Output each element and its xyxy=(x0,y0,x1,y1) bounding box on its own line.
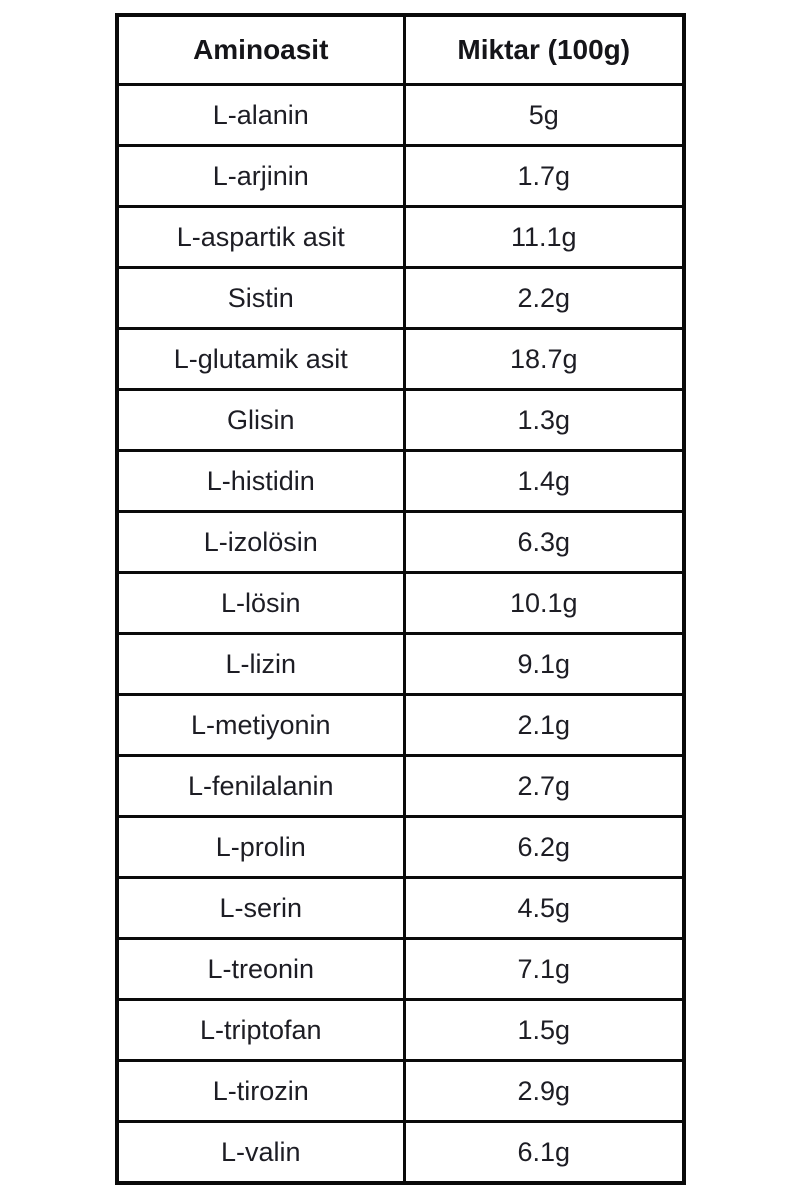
table-row xyxy=(117,573,684,634)
amino-acid-name-cell: L-triptofan xyxy=(117,1000,404,1061)
table-row xyxy=(117,878,684,939)
amino-acid-name-cell: Glisin xyxy=(117,390,404,451)
amino-acid-name-cell: L-histidin xyxy=(117,451,404,512)
table-row xyxy=(117,1122,684,1184)
amino-acid-name-cell: L-alanin xyxy=(117,85,404,146)
amount-cell: 6.2g xyxy=(404,817,684,878)
amino-acid-name-cell: L-prolin xyxy=(117,817,404,878)
amount-cell: 5g xyxy=(404,85,684,146)
amount-cell: 1.7g xyxy=(404,146,684,207)
table-row xyxy=(117,512,684,573)
amino-acid-name-cell: Sistin xyxy=(117,268,404,329)
amount-cell: 6.1g xyxy=(404,1122,684,1184)
amino-acid-name-cell: L-metiyonin xyxy=(117,695,404,756)
table-row xyxy=(117,207,684,268)
table-row xyxy=(117,695,684,756)
amount-cell: 1.3g xyxy=(404,390,684,451)
amount-cell: 4.5g xyxy=(404,878,684,939)
amount-cell: 7.1g xyxy=(404,939,684,1000)
column-header-aminoasit: Aminoasit xyxy=(117,15,404,85)
amount-cell: 6.3g xyxy=(404,512,684,573)
amount-cell: 2.9g xyxy=(404,1061,684,1122)
amount-cell: 2.2g xyxy=(404,268,684,329)
amount-cell: 10.1g xyxy=(404,573,684,634)
amount-cell: 2.7g xyxy=(404,756,684,817)
table-row xyxy=(117,1061,684,1122)
table-row xyxy=(117,451,684,512)
amino-acid-table xyxy=(115,13,686,1185)
table-row xyxy=(117,268,684,329)
amino-acid-name-cell: L-lösin xyxy=(117,573,404,634)
amount-cell: 1.5g xyxy=(404,1000,684,1061)
table-body xyxy=(117,85,684,1184)
amino-acid-name-cell: L-glutamik asit xyxy=(117,329,404,390)
table-row xyxy=(117,329,684,390)
amount-cell: 1.4g xyxy=(404,451,684,512)
amino-acid-name-cell: L-aspartik asit xyxy=(117,207,404,268)
amount-cell: 11.1g xyxy=(404,207,684,268)
amount-cell: 2.1g xyxy=(404,695,684,756)
amino-acid-name-cell: L-treonin xyxy=(117,939,404,1000)
amount-cell: 18.7g xyxy=(404,329,684,390)
table-row xyxy=(117,1000,684,1061)
table-row xyxy=(117,634,684,695)
table-row xyxy=(117,390,684,451)
amino-acid-name-cell: L-lizin xyxy=(117,634,404,695)
table-row xyxy=(117,146,684,207)
table-header-row xyxy=(117,15,684,85)
table-row xyxy=(117,939,684,1000)
table-row xyxy=(117,817,684,878)
amount-cell: 9.1g xyxy=(404,634,684,695)
amino-acid-name-cell: L-serin xyxy=(117,878,404,939)
table-row xyxy=(117,85,684,146)
amino-acid-name-cell: L-izolösin xyxy=(117,512,404,573)
amino-acid-name-cell: L-arjinin xyxy=(117,146,404,207)
amino-acid-name-cell: L-fenilalanin xyxy=(117,756,404,817)
table-row xyxy=(117,756,684,817)
amino-acid-name-cell: L-valin xyxy=(117,1122,404,1184)
column-header-miktar: Miktar (100g) xyxy=(404,15,684,85)
amino-acid-name-cell: L-tirozin xyxy=(117,1061,404,1122)
